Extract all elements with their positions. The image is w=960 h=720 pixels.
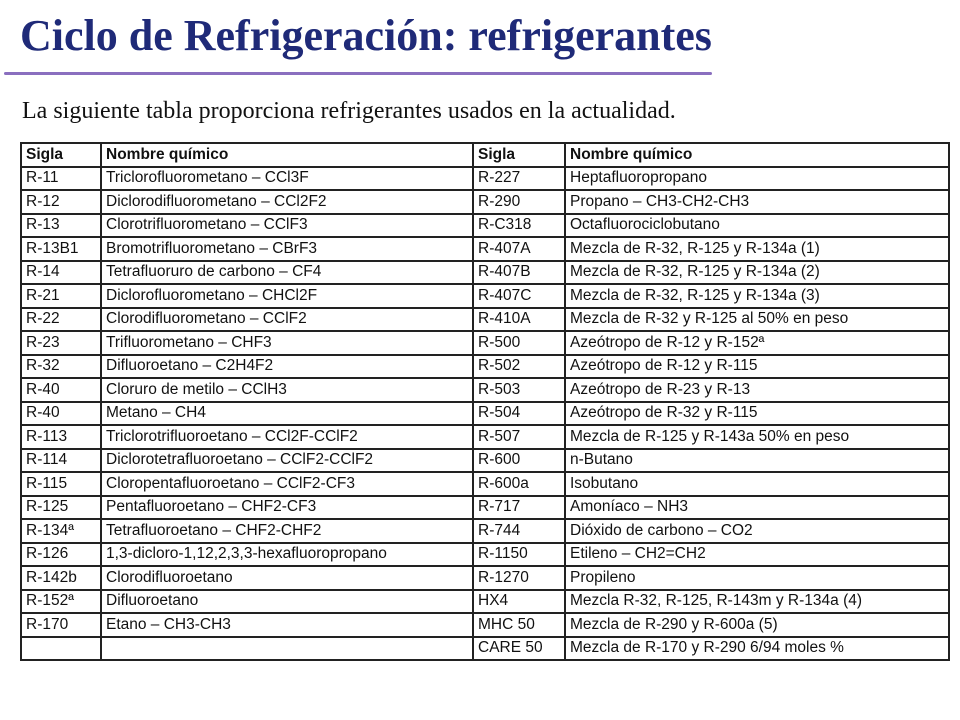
- table-row: [473, 425, 949, 449]
- table-row: [473, 637, 949, 661]
- table-row: [21, 402, 473, 426]
- table-row: [473, 472, 949, 496]
- table-row: [473, 378, 949, 402]
- cell-sigla: HX4: [473, 590, 565, 614]
- table-row: [21, 566, 473, 590]
- cell-sigla: R-12: [21, 190, 101, 214]
- cell-nombre-quimico: Propano – CH3-CH2-CH3: [565, 190, 949, 214]
- cell-nombre-quimico: Cloruro de metilo – CClH3: [101, 378, 473, 402]
- cell-sigla: R-407B: [473, 261, 565, 285]
- cell-sigla: R-407C: [473, 284, 565, 308]
- table-row: [21, 519, 473, 543]
- cell-sigla: R-227: [473, 167, 565, 191]
- cell-sigla: R-504: [473, 402, 565, 426]
- cell-nombre-quimico: Tetrafluoroetano – CHF2-CHF2: [101, 519, 473, 543]
- table-row: [473, 308, 949, 332]
- table-header-row: [21, 143, 473, 167]
- table-row: [21, 449, 473, 473]
- cell-sigla: R-500: [473, 331, 565, 355]
- cell-nombre-quimico: Octafluorociclobutano: [565, 214, 949, 238]
- cell-nombre-quimico: Mezcla de R-290 y R-600a (5): [565, 613, 949, 637]
- table-row: [473, 543, 949, 567]
- table-row: [473, 566, 949, 590]
- cell-sigla: R-C318: [473, 214, 565, 238]
- cell-nombre-quimico: Azeótropo de R-32 y R-115: [565, 402, 949, 426]
- cell-sigla: R-600: [473, 449, 565, 473]
- cell-nombre-quimico: Diclorotetrafluoroetano – CClF2-CClF2: [101, 449, 473, 473]
- cell-sigla: R-40: [21, 402, 101, 426]
- cell-nombre-quimico: Diclorodifluorometano – CCl2F2: [101, 190, 473, 214]
- table-row: [21, 190, 473, 214]
- cell-sigla: R-13: [21, 214, 101, 238]
- slide-subtitle: La siguiente tabla proporciona refrigerantes usados en la actualidad.: [22, 98, 676, 124]
- cell-nombre-quimico: Metano – CH4: [101, 402, 473, 426]
- cell-nombre-quimico: Tetrafluoruro de carbono – CF4: [101, 261, 473, 285]
- cell-sigla: R-407A: [473, 237, 565, 261]
- cell-sigla: R-40: [21, 378, 101, 402]
- table-row: [21, 214, 473, 238]
- cell-sigla: R-22: [21, 308, 101, 332]
- cell-sigla: R-502: [473, 355, 565, 379]
- header-nombre-quimico: Nombre químico: [565, 143, 949, 167]
- cell-nombre-quimico: Azeótropo de R-23 y R-13: [565, 378, 949, 402]
- cell-sigla: R-142b: [21, 566, 101, 590]
- cell-sigla: R-11: [21, 167, 101, 191]
- table-row: [21, 355, 473, 379]
- cell-sigla: R-1150: [473, 543, 565, 567]
- cell-sigla: R-170: [21, 613, 101, 637]
- cell-nombre-quimico: Etileno – CH2=CH2: [565, 543, 949, 567]
- cell-sigla: R-114: [21, 449, 101, 473]
- cell-sigla: R-14: [21, 261, 101, 285]
- cell-nombre-quimico: Cloropentafluoroetano – CClF2-CF3: [101, 472, 473, 496]
- cell-sigla: R-13B1: [21, 237, 101, 261]
- cell-nombre-quimico: Clorodifluorometano – CClF2: [101, 308, 473, 332]
- cell-nombre-quimico: 1,3-dicloro-1,12,2,3,3-hexafluoropropano: [101, 543, 473, 567]
- table-row: [473, 590, 949, 614]
- cell-sigla: R-125: [21, 496, 101, 520]
- cell-nombre-quimico: Difluoroetano: [101, 590, 473, 614]
- cell-nombre-quimico: Heptafluoropropano: [565, 167, 949, 191]
- cell-nombre-quimico: Mezcla de R-32 y R-125 al 50% en peso: [565, 308, 949, 332]
- cell-sigla: CARE 50: [473, 637, 565, 661]
- cell-sigla: R-600a: [473, 472, 565, 496]
- cell-nombre-quimico: Mezcla de R-32, R-125 y R-134a (2): [565, 261, 949, 285]
- cell-sigla: R-1270: [473, 566, 565, 590]
- table-row: [21, 590, 473, 614]
- cell-sigla: R-503: [473, 378, 565, 402]
- cell-nombre-quimico: Azeótropo de R-12 y R-152ª: [565, 331, 949, 355]
- table-row: [473, 284, 949, 308]
- cell-nombre-quimico: Mezcla de R-32, R-125 y R-134a (3): [565, 284, 949, 308]
- cell-sigla: R-21: [21, 284, 101, 308]
- table-row: [21, 425, 473, 449]
- cell-nombre-quimico: Difluoroetano – C2H4F2: [101, 355, 473, 379]
- cell-nombre-quimico: Azeótropo de R-12 y R-115: [565, 355, 949, 379]
- cell-sigla: R-507: [473, 425, 565, 449]
- table-row: [21, 284, 473, 308]
- table-row: [473, 214, 949, 238]
- cell-nombre-quimico: Triclorotrifluoroetano – CCl2F-CClF2: [101, 425, 473, 449]
- slide-title: Ciclo de Refrigeración: refrigerantes: [20, 11, 712, 60]
- cell-sigla: R-134ª: [21, 519, 101, 543]
- cell-sigla: R-32: [21, 355, 101, 379]
- cell-sigla: R-717: [473, 496, 565, 520]
- table-row: [21, 472, 473, 496]
- table-row: [21, 613, 473, 637]
- table-row: [21, 167, 473, 191]
- cell-nombre-quimico: Mezcla de R-32, R-125 y R-134a (1): [565, 237, 949, 261]
- table-row: [473, 190, 949, 214]
- cell-nombre-quimico: Mezcla de R-125 y R-143a 50% en peso: [565, 425, 949, 449]
- table-row: [473, 519, 949, 543]
- table-row: [21, 378, 473, 402]
- cell-nombre-quimico: Amoníaco – NH3: [565, 496, 949, 520]
- table-row: [473, 331, 949, 355]
- empty-cell: [21, 637, 101, 661]
- cell-sigla: R-744: [473, 519, 565, 543]
- cell-nombre-quimico: Mezcla de R-170 y R-290 6/94 moles %: [565, 637, 949, 661]
- header-sigla: Sigla: [473, 143, 565, 167]
- header-nombre-quimico: Nombre químico: [101, 143, 473, 167]
- table-row: [21, 543, 473, 567]
- cell-nombre-quimico: Mezcla R-32, R-125, R-143m y R-134a (4): [565, 590, 949, 614]
- table-row: [473, 237, 949, 261]
- cell-nombre-quimico: Clorodifluoroetano: [101, 566, 473, 590]
- table-row: [21, 496, 473, 520]
- cell-nombre-quimico: Diclorofluorometano – CHCl2F: [101, 284, 473, 308]
- refrigerants-table: [20, 142, 950, 702]
- cell-sigla: R-23: [21, 331, 101, 355]
- cell-sigla: R-290: [473, 190, 565, 214]
- cell-nombre-quimico: n-Butano: [565, 449, 949, 473]
- refrigerants-table-right: [472, 142, 950, 661]
- table-row: [21, 261, 473, 285]
- cell-nombre-quimico: Clorotrifluorometano – CClF3: [101, 214, 473, 238]
- cell-nombre-quimico: Pentafluoroetano – CHF2-CF3: [101, 496, 473, 520]
- cell-sigla: R-126: [21, 543, 101, 567]
- table-row: [473, 261, 949, 285]
- empty-cell: [101, 637, 473, 661]
- table-row: [473, 449, 949, 473]
- table-row: [473, 355, 949, 379]
- table-row: [21, 237, 473, 261]
- refrigerants-table-left: [20, 142, 474, 661]
- cell-nombre-quimico: Etano – CH3-CH3: [101, 613, 473, 637]
- table-row: [21, 637, 473, 661]
- cell-sigla: R-152ª: [21, 590, 101, 614]
- cell-sigla: R-115: [21, 472, 101, 496]
- cell-sigla: R-410A: [473, 308, 565, 332]
- cell-nombre-quimico: Trifluorometano – CHF3: [101, 331, 473, 355]
- table-row: [473, 402, 949, 426]
- cell-nombre-quimico: Dióxido de carbono – CO2: [565, 519, 949, 543]
- table-row: [21, 308, 473, 332]
- cell-nombre-quimico: Isobutano: [565, 472, 949, 496]
- cell-sigla: R-113: [21, 425, 101, 449]
- table-row: [473, 613, 949, 637]
- table-header-row: [473, 143, 949, 167]
- cell-nombre-quimico: Triclorofluorometano – CCl3F: [101, 167, 473, 191]
- table-row: [473, 496, 949, 520]
- table-row: [21, 331, 473, 355]
- table-row: [473, 167, 949, 191]
- header-sigla: Sigla: [21, 143, 101, 167]
- title-underline: [4, 72, 712, 75]
- cell-nombre-quimico: Propileno: [565, 566, 949, 590]
- cell-sigla: MHC 50: [473, 613, 565, 637]
- cell-nombre-quimico: Bromotrifluorometano – CBrF3: [101, 237, 473, 261]
